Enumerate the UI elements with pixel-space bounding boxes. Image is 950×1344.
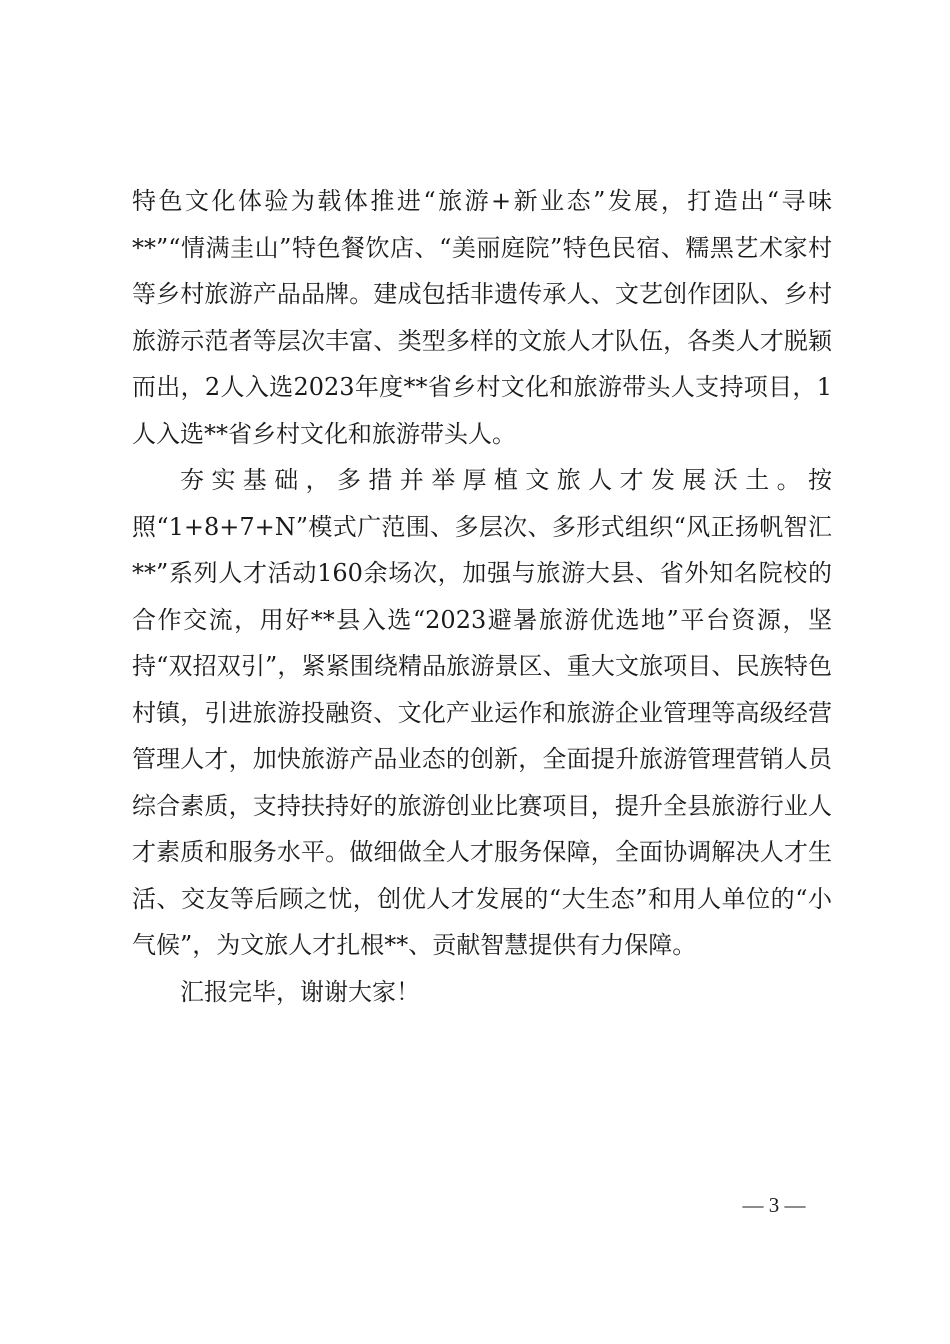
page-number: — 3 — xyxy=(742,1193,806,1217)
paragraph-3-closing: 汇报完毕，谢谢大家！ xyxy=(180,977,420,1006)
document-body xyxy=(132,178,832,1015)
paragraph-1: 特色文化体验为载体推进“旅游+新业态”发展，打造出“寻味**”“情满圭山”特色餐饮店、“美丽庭院”特色民宿、糯黑艺术家村等乡村旅游产品品牌。建成包括非遗传承人、文艺创作团队、乡村旅游示范者等层次丰富、类型多样的文旅人才队伍，各类人才脱颖而出，2人入选2023年度**省乡村文化和旅游带头人支持项目，1人入选**省乡村文化和旅游带头人。 xyxy=(132,187,832,448)
paragraph-2: 夯实基础，多措并举厚植文旅人才发展沃土。按照“1+8+7+N”模式广范围、多层次、多形式组织“风正扬帆智汇**”系列人才活动160余场次，加强与旅游大县、省外知名院校的合作交流，用好**县入选“2023避暑旅游优选地”平台资源，坚持“双招双引”，紧紧围绕精品旅游景区、重大文旅项目、民族特色村镇，引进旅游投融资、文化产业运作和旅游企业管理等高级经营管理人才，加快旅游产品业态的创新，全面提升旅游管理营销人员综合素质，支持扶持好的旅游创业比赛项目，提升全县旅游行业人才素质和服务水平。做细做全人才服务保障，全面协调解决人才生活、交友等后顾之忧，创优人才发展的“大生态”和用人单位的“小气候”，为文旅人才扎根**、贡献智慧提供有力保障。 xyxy=(132,466,832,959)
